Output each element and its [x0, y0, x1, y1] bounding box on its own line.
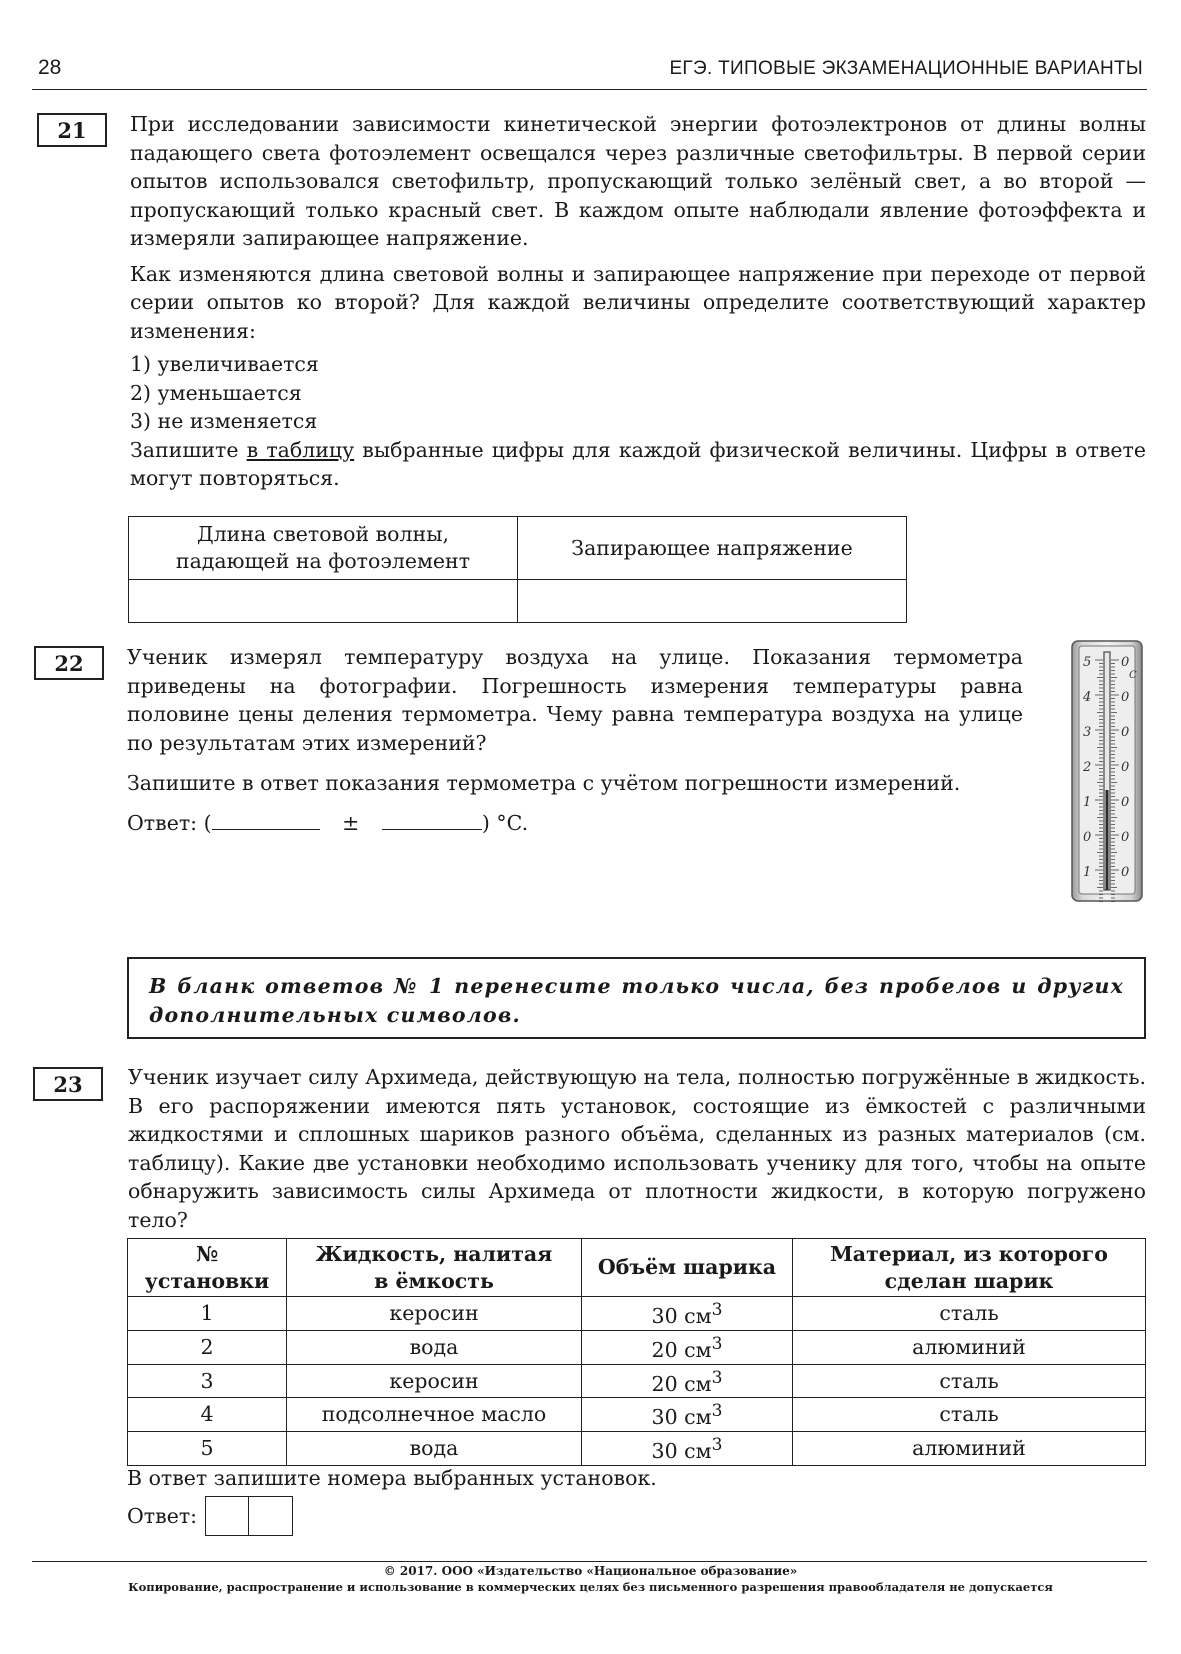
thermo-left-label: 2: [1083, 760, 1092, 775]
q22-paragraph-2: Запишите в ответ показания термометра с учётом погрешности измерений.: [127, 771, 961, 795]
q23-volume-value: 20 см: [651, 1337, 712, 1362]
q22-answer-error-blank[interactable]: [382, 809, 482, 830]
page-number: 28: [38, 56, 62, 79]
q23-cell-material: сталь: [793, 1364, 1146, 1398]
q23-header-liquid: [287, 1239, 582, 1297]
q23-answer-box-2[interactable]: [249, 1496, 293, 1536]
question-23-number: 23: [33, 1067, 103, 1101]
header-divider: [32, 89, 1147, 90]
thermo-right-label: 0: [1121, 760, 1130, 775]
q21-options: [130, 350, 1146, 436]
q23-volume-exponent: 3: [711, 1300, 723, 1320]
thermo-unit-label: C: [1129, 670, 1137, 681]
footer-license: Копирование, распространение и использование в коммерческих целях без письменного разрешения правообладателя не допускается: [128, 1580, 1053, 1594]
thermo-right-label: 0: [1121, 725, 1130, 740]
table-row: [128, 1330, 1146, 1364]
thermo-left-label: 0: [1083, 830, 1092, 845]
q23-volume-exponent: 3: [711, 1435, 723, 1456]
q23-volume-exponent: 3: [711, 1333, 723, 1354]
q21-p3-underlined: в таблицу: [246, 437, 355, 462]
q21-col-voltage: Запирающее напряжение: [518, 517, 907, 580]
q21-paragraph-3: [130, 436, 1146, 493]
q22-answer-pm: ±: [342, 810, 360, 835]
q23-volume-value: 30 см: [651, 1303, 712, 1328]
q21-col1-line1: Длина световой волны,: [196, 522, 450, 546]
q23-cell-volume: [582, 1364, 793, 1398]
q23-cell-liquid: вода: [287, 1330, 582, 1364]
q23-cell-material: сталь: [793, 1297, 1146, 1331]
q23-cell-number: 2: [128, 1330, 287, 1364]
table-row: [128, 1398, 1146, 1432]
thermo-left-label: 1: [1083, 795, 1092, 810]
q23-table-header: [128, 1239, 1146, 1297]
q23-cell-volume: [582, 1330, 793, 1364]
thermo-left-label: 3: [1083, 725, 1092, 740]
thermo-right-label: 0: [1121, 830, 1130, 845]
q22-answer-open: (: [203, 810, 212, 835]
q23-cell-liquid: керосин: [287, 1297, 582, 1331]
answer-form-notice: В бланк ответов № 1 перенесите только числа, без пробелов и других дополнительных символов.: [127, 957, 1146, 1039]
q23-cell-liquid: керосин: [287, 1364, 582, 1398]
q22-paragraph-1: Ученик измерял температуру воздуха на улице. Показания термометра приведены на фотографии. Погрешность измерения температуры равна половине цены деления термометра. Чему равна температура воздуха на улице по результатам этих измерений?: [127, 645, 1023, 755]
q23-header-material-l2: сделан шарик: [884, 1268, 1054, 1293]
q22-answer-line: [127, 809, 1023, 838]
q23-cell-material: алюминий: [793, 1432, 1146, 1466]
thermo-right-label: 0: [1121, 690, 1130, 705]
q21-answer-table: [128, 516, 907, 623]
q22-answer-unit: ) °C.: [481, 810, 529, 835]
q21-answer-cell-2[interactable]: [518, 580, 907, 623]
q21-answer-cell-1[interactable]: [129, 580, 518, 623]
q23-volume-value: 20 см: [651, 1371, 712, 1396]
q22-answer-value-blank[interactable]: [212, 809, 320, 830]
q23-answer-row: [127, 1496, 293, 1536]
table-row: [128, 1364, 1146, 1398]
q23-answer-label: Ответ:: [127, 1503, 198, 1528]
q23-header-material-l1: Материал, из которого: [830, 1241, 1108, 1266]
q23-header-liquid-l2: в ёмкость: [374, 1268, 494, 1293]
question-22-body: [127, 643, 1023, 837]
thermo-right-label: 0: [1121, 865, 1130, 880]
q23-volume-value: 30 см: [651, 1405, 712, 1430]
q23-cell-volume: [582, 1398, 793, 1432]
q23-cell-number: 1: [128, 1297, 287, 1331]
q23-volume-exponent: 3: [711, 1367, 723, 1388]
thermo-left-label: 1: [1083, 865, 1092, 880]
thermo-left-label: 4: [1083, 690, 1092, 705]
q21-paragraph-1: При исследовании зависимости кинетической энергии фотоэлектронов от длины волны падающего света фотоэлемент освещался через различные светофильтры. В первой серии опытов использовался светофильтр, пропускающий только зелёный свет, а во второй — пропускающий только красный свет. В каждом опыте наблюдали явление фотоэффекта и измеряли запирающее напряжение.: [130, 112, 1146, 250]
running-header: ЕГЭ. ТИПОВЫЕ ЭКЗАМЕНАЦИОННЫЕ ВАРИАНТЫ: [669, 58, 1143, 79]
question-22-number: 22: [34, 646, 104, 680]
q23-header-number-l2: установки: [144, 1268, 270, 1293]
thermo-right-label: 0: [1121, 795, 1130, 810]
question-21-number: 21: [37, 113, 107, 147]
footer-copyright: © 2017. ООО «Издательство «Национальное образование»: [383, 1564, 798, 1578]
q23-cell-liquid: вода: [287, 1432, 582, 1466]
q21-p3-end: выбранные цифры для каждой физической величины. Цифры в ответе могут повторяться.: [130, 437, 1146, 490]
q23-header-material: [793, 1239, 1146, 1297]
q21-option-2: 2) уменьшается: [130, 380, 302, 405]
q23-cell-number: 3: [128, 1364, 287, 1398]
q23-cell-volume: [582, 1432, 793, 1466]
q23-cell-material: алюминий: [793, 1330, 1146, 1364]
q21-col-wavelength: [129, 517, 518, 580]
q22-answer-label: Ответ:: [127, 810, 198, 835]
table-row: [128, 1297, 1146, 1331]
q23-cell-material: сталь: [793, 1398, 1146, 1432]
q21-col1-line2: падающей на фотоэлемент: [175, 549, 471, 573]
thermo-left-label: 5: [1083, 655, 1092, 670]
q23-volume-exponent: 3: [711, 1401, 723, 1422]
q23-answer-box-1[interactable]: [205, 1496, 249, 1536]
q21-p3-start: Запишите: [130, 437, 239, 462]
q23-header-volume: Объём шарика: [582, 1239, 793, 1297]
thermometer-graphic: [1071, 640, 1143, 902]
question-21-body: [130, 110, 1146, 493]
q23-header-liquid-l1: Жидкость, налитая: [315, 1241, 553, 1266]
table-row: [128, 1432, 1146, 1466]
q23-volume-value: 30 см: [651, 1439, 712, 1464]
q21-option-1: 1) увеличивается: [130, 352, 319, 376]
thermo-right-label: 0: [1121, 655, 1130, 670]
q23-paragraph-1: Ученик изучает силу Архимеда, действующую на тела, полностью погружённые в жидкость. В его распоряжении имеются пять установок, состоящие из ёмкостей с различными жидкостями и сплошных шариков разного объёма, сделанных из разных материалов (см. таблицу). Какие две установки необходимо использовать ученику для того, чтобы на опыте обнаружить зависимость силы Архимеда от плотности жидкости, в которую погружено тело?: [128, 1065, 1146, 1232]
q21-paragraph-2: Как изменяются длина световой волны и запирающее напряжение при переходе от первой серии опытов ко второй? Для каждой величины определите соответствующий характер изменения:: [130, 261, 1146, 343]
q23-cell-number: 5: [128, 1432, 287, 1466]
q23-cell-number: 4: [128, 1398, 287, 1432]
q23-instruction: В ответ запишите номера выбранных установок.: [127, 1466, 657, 1490]
question-23-body: [128, 1063, 1146, 1234]
q23-cell-liquid: подсолнечное масло: [287, 1398, 582, 1432]
q23-header-number: [128, 1239, 287, 1297]
thermometer-photo: [1071, 640, 1143, 902]
q21-option-3: 3) не изменяется: [130, 409, 318, 433]
q23-setups-table: [127, 1238, 1146, 1466]
q23-cell-volume: [582, 1297, 793, 1331]
q23-header-number-l1: №: [195, 1241, 219, 1266]
footer-divider: [32, 1561, 1147, 1562]
